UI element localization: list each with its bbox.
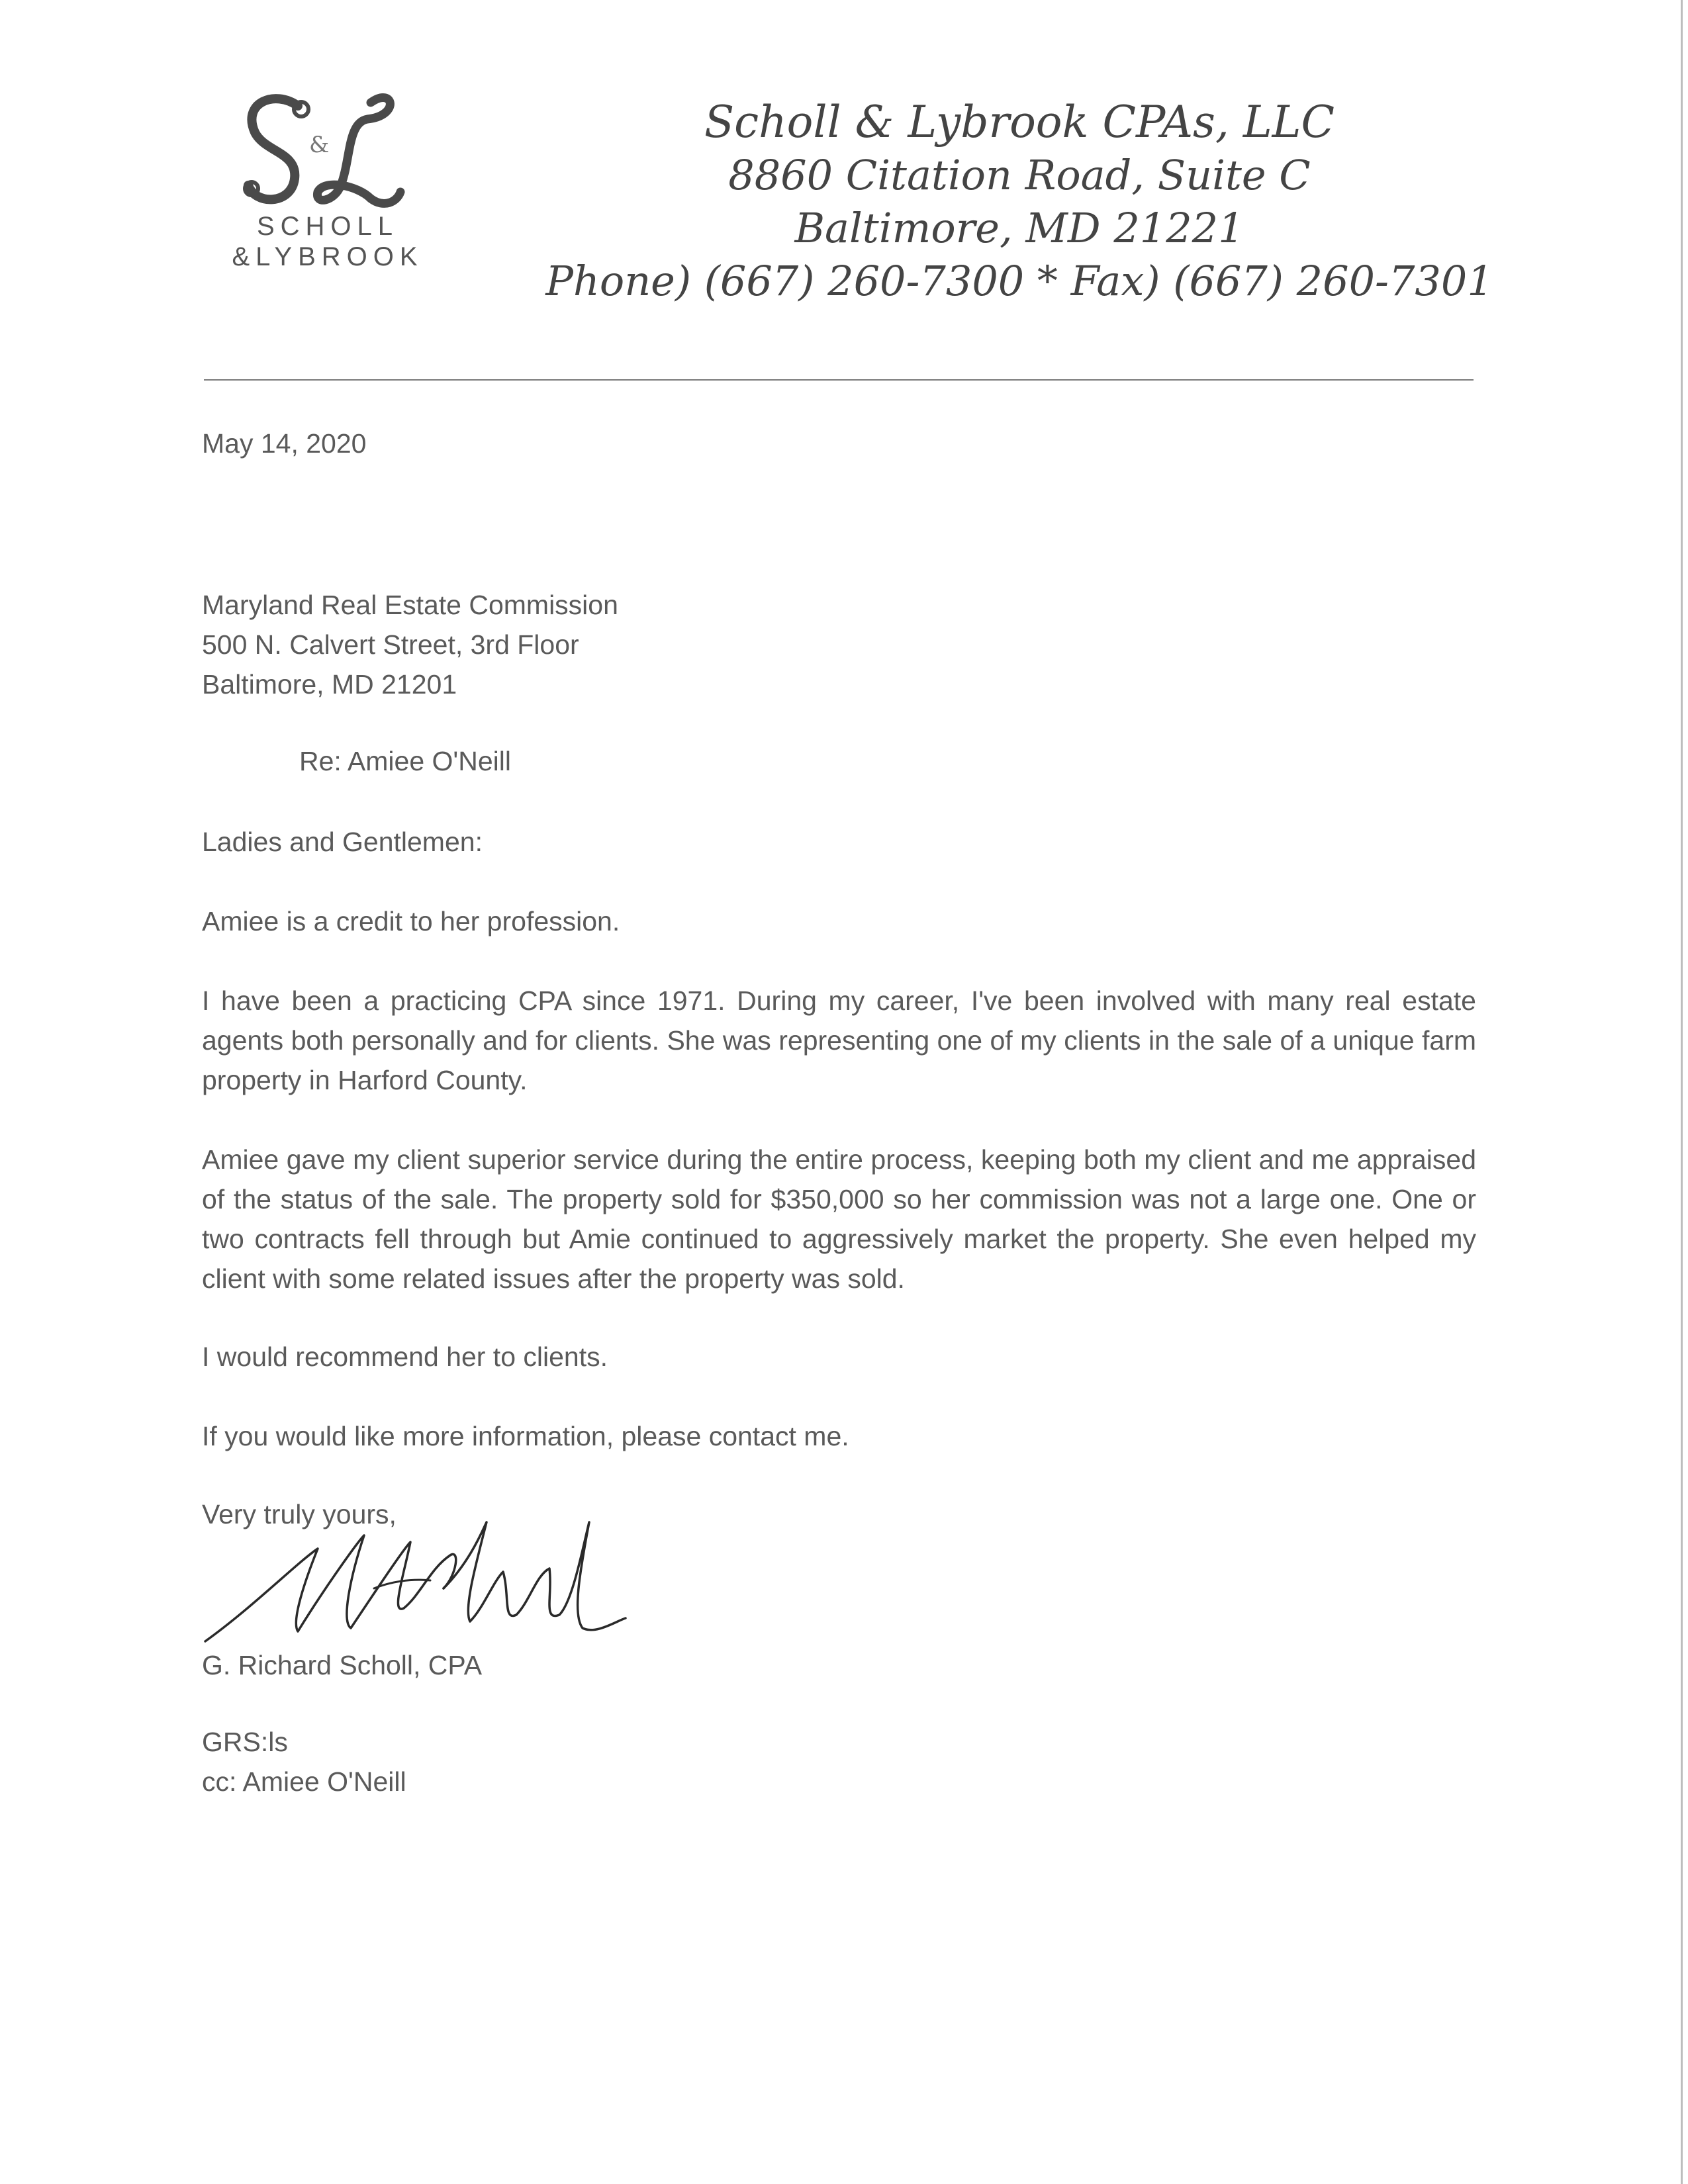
- scan-edge-line: [1681, 0, 1683, 2184]
- typist-initials: GRS:ls: [202, 1727, 288, 1757]
- handwritten-signature: [192, 1509, 629, 1661]
- firm-city: Baltimore, MD 21221: [794, 204, 1244, 252]
- firm-contact: Phone) (667) 260-7300 * Fax) (667) 260-7301: [545, 257, 1493, 305]
- reference-line: Re: Amiee O'Neill: [299, 746, 511, 776]
- paragraph-4: I would recommend her to clients.: [202, 1342, 608, 1372]
- recipient-line-2: 500 N. Calvert Street, 3rd Floor: [202, 629, 579, 660]
- firm-street: 8860 Citation Road, Suite C: [728, 151, 1311, 199]
- closing: Very truly yours,: [202, 1499, 397, 1529]
- salutation: Ladies and Gentlemen:: [202, 827, 483, 857]
- recipient-line-1: Maryland Real Estate Commission: [202, 590, 618, 620]
- recipient-line-3: Baltimore, MD 21201: [202, 669, 457, 700]
- letter-date: May 14, 2020: [202, 428, 367, 459]
- paragraph-5: If you would like more information, please contact me.: [202, 1421, 849, 1451]
- paragraph-3: Amiee gave my client superior service during the entire process, keeping both my client and me appraised of the status of the sale. The property sold for $350,000 so her commission was not a large one. One or two contracts fell through but Amie continued to aggressively market the property. She even helped my client with some related issues after the property was sold.: [202, 1144, 1476, 1294]
- carbon-copy-line: cc: Amiee O'Neill: [202, 1766, 406, 1797]
- letterhead-divider: [204, 379, 1474, 381]
- svg-text:&: &: [309, 132, 330, 158]
- paragraph-1: Amiee is a credit to her profession.: [202, 906, 620, 936]
- paragraph-2: I have been a practicing CPA since 1971. During my career, I've been involved with many real estate agents both personally and for clients. She was representing one of my clients in the sale of a unique farm property in Harford County.: [202, 985, 1476, 1095]
- signer-name: G. Richard Scholl, CPA: [202, 1650, 483, 1680]
- firm-logo: [199, 86, 457, 285]
- firm-name: Scholl & Lybrook CPAs, LLC: [704, 97, 1335, 148]
- sl-monogram-logo: [235, 86, 407, 212]
- logo-line-lybrook: &LYBROOK: [232, 242, 424, 271]
- letterhead: [530, 96, 1509, 308]
- logo-line-scholl: SCHOLL: [256, 212, 399, 241]
